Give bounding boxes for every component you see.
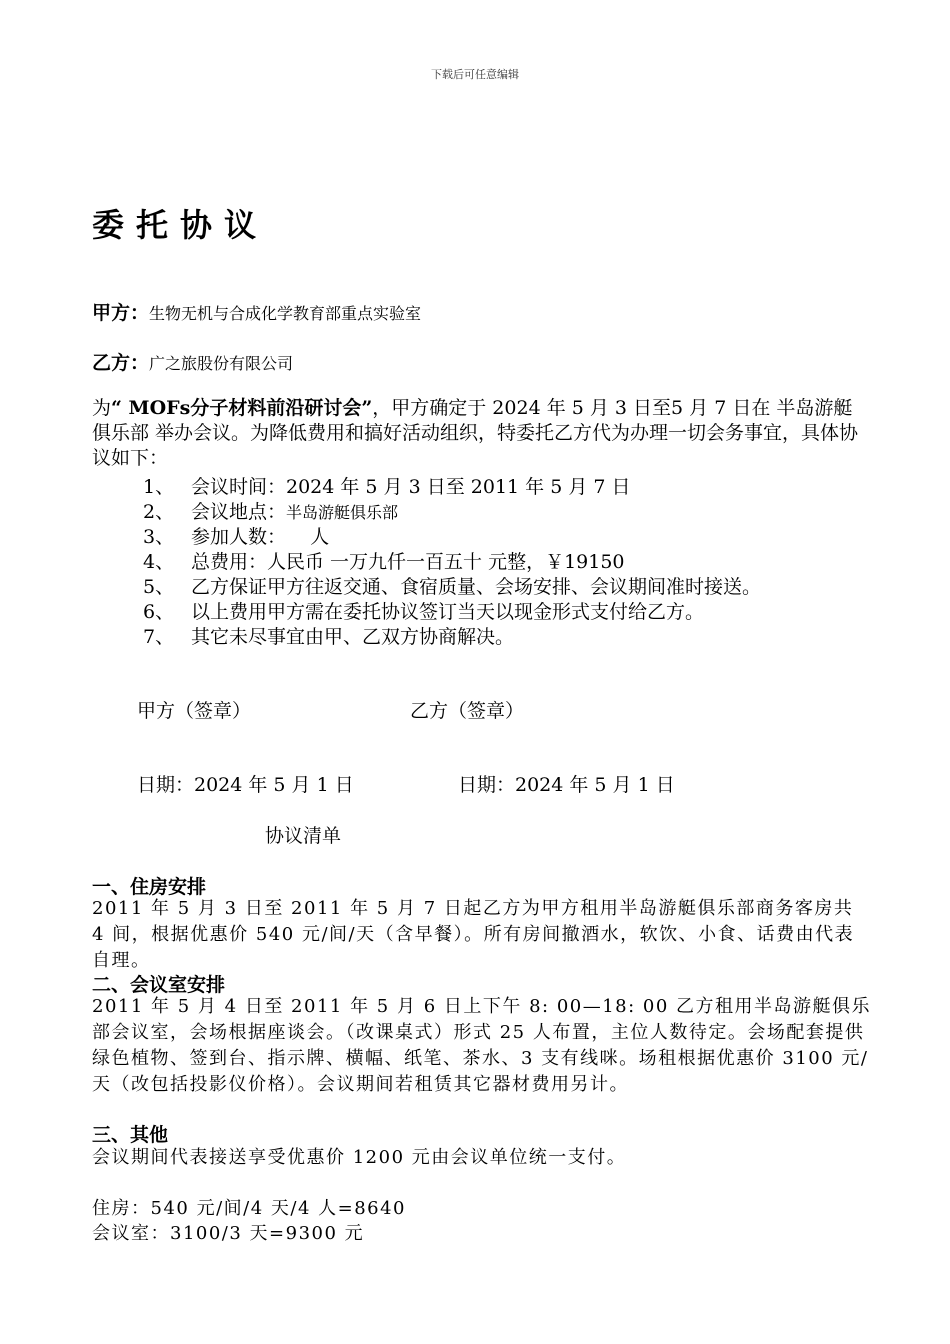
item-text: 会议时间：2024 年 5 月 3 日至 2011 年 5 月 7 日	[191, 476, 631, 498]
item-number: 7、	[143, 626, 175, 648]
party-b-line	[92, 348, 293, 375]
party-b-label: 乙方：	[92, 352, 150, 374]
item-number: 6、	[143, 601, 175, 623]
item-text: 会议地点：	[191, 501, 287, 523]
intro-rest: ，甲方确定于 2024 年 5 月 3 日至5 月 7 日在 半岛游艇俱乐部 举办会议。为降低费用和搞好活动组织，特委托乙方代为办理一切会务事宜，具体协议如下：	[92, 397, 859, 469]
party-b-date: 日期：2024 年 5 月 1 日	[458, 774, 675, 796]
event-name: “ MOFs分子材料前沿研讨会”	[111, 397, 373, 419]
list-title: 协议清单	[265, 825, 342, 847]
agreement-item	[143, 547, 625, 574]
intro-paragraph	[92, 396, 862, 471]
party-b-value: 广之旅股份有限公司	[149, 354, 294, 373]
section-heading: 一、住房安排	[92, 876, 207, 898]
venue-value: 半岛游艇俱乐部	[286, 503, 399, 522]
item-text: 总费用：人民币 一万九仟一百五十 元整，￥19150	[191, 551, 625, 573]
agreement-item	[143, 497, 398, 524]
item-text: 乙方保证甲方往返交通、食宿质量、会场安排、会议期间准时接送。	[191, 576, 762, 598]
lodging-calculation: 住房：540 元/间/4 天/4 人=8640	[92, 1198, 407, 1219]
party-a-label: 甲方：	[92, 302, 150, 324]
item-number: 4、	[143, 551, 175, 573]
item-text: 其它未尽事宜由甲、乙双方协商解决。	[191, 626, 515, 648]
item-number: 3、	[143, 526, 175, 548]
item-number: 5、	[143, 576, 175, 598]
agreement-item	[143, 597, 704, 624]
agreement-item	[143, 572, 761, 599]
agreement-item	[143, 472, 631, 499]
party-a-value: 生物无机与合成化学教育部重点实验室	[149, 304, 422, 323]
item-number: 1、	[143, 476, 175, 498]
meeting-room-calculation: 会议室：3100/3 天=9300 元	[92, 1223, 365, 1244]
section-body: 会议期间代表接送享受优惠价 1200 元由会议单位统一支付。	[92, 1147, 627, 1168]
party-a-date: 日期：2024 年 5 月 1 日	[137, 774, 354, 796]
item-text: 参加人数： 人	[191, 526, 330, 548]
intro-prefix: 为	[92, 397, 112, 419]
page-header-note: 下载后可任意编辑	[431, 68, 519, 81]
party-a-line	[92, 298, 421, 325]
section-heading: 二、会议室安排	[92, 974, 226, 996]
agreement-item	[143, 522, 329, 549]
section-heading: 三、其他	[92, 1124, 169, 1146]
item-text: 以上费用甲方需在委托协议签订当天以现金形式支付给乙方。	[191, 601, 705, 623]
party-a-signature: 甲方（签章）	[137, 700, 252, 722]
section-body: 2011 年 5 月 4 日至 2011 年 5 月 6 日上下午 8: 00—18: 00 乙方租用半岛游艇俱乐部会议室，会场根据座谈会。（改课桌式）形式 25 人布置，主位人数待定。会场配套提供绿色植物、签到台、指示牌、横幅、纸笔、茶水、3 支有线咪。场租根据优惠价 3100 元/天（改包括投影仪价格）。会议期间若租赁其它器材费用另计。	[92, 996, 872, 1095]
document-title: 委托协议	[92, 206, 269, 244]
agreement-item	[143, 622, 514, 649]
party-b-signature: 乙方（签章）	[410, 700, 525, 722]
item-number: 2、	[143, 501, 175, 523]
section-body: 2011 年 5 月 3 日至 2011 年 5 月 7 日起乙方为甲方租用半岛游艇俱乐部商务客房共 4 间，根据优惠价 540 元/间/天（含早餐）。所有房间撤酒水，软饮、小食、话费由代表自理。	[92, 898, 855, 971]
